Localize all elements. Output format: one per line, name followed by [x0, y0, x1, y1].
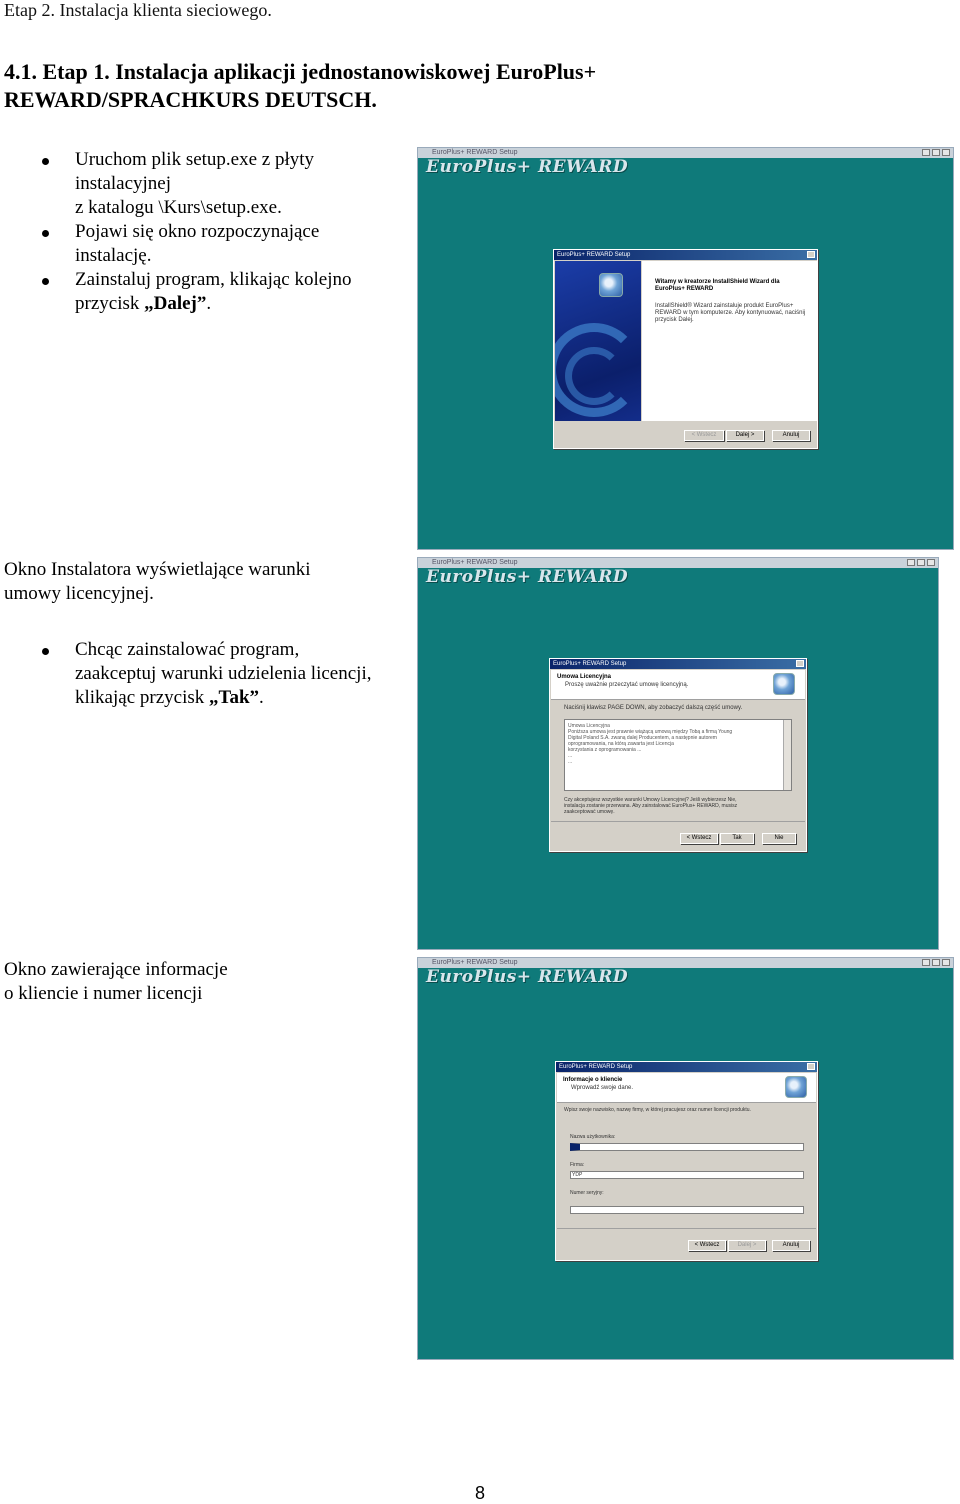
- caption-license: [4, 558, 414, 606]
- license-scrollbar[interactable]: [783, 720, 791, 790]
- username-label: Nazwa użytkownika:: [570, 1134, 616, 1140]
- installer-brand: EuroPlus+ REWARD: [426, 567, 629, 587]
- installer-title: EuroPlus+ REWARD Setup: [432, 149, 518, 156]
- installer-title: EuroPlus+ REWARD Setup: [432, 959, 518, 966]
- list-item-line: Zainstaluj program, klikając kolejno: [75, 269, 352, 290]
- installer-title: EuroPlus+ REWARD Setup: [432, 559, 518, 566]
- button-name-tak: „Tak”: [209, 687, 260, 708]
- cancel-button[interactable]: Anuluj: [772, 430, 810, 441]
- customer-dialog: [555, 1061, 818, 1261]
- dialog-title-bar: [554, 250, 817, 260]
- divider: [551, 699, 805, 700]
- license-instruction: Naciśnij klawisz PAGE DOWN, aby zobaczyć dalszą część umowy.: [564, 705, 743, 711]
- list-item: [0, 148, 420, 220]
- customer-header: [557, 1073, 816, 1102]
- customer-heading: Informacje o kliencie: [563, 1077, 623, 1083]
- welcome-body-line: REWARD w tym komputerze. Aby kontynuować, naciśnij: [655, 310, 806, 316]
- dialog-title: EuroPlus+ REWARD Setup: [557, 252, 631, 258]
- yes-button[interactable]: Tak: [720, 833, 754, 844]
- license-question-line: zaakceptować umowę.: [564, 809, 615, 815]
- section-heading-line-2: REWARD/SPRACHKURS DEUTSCH.: [4, 87, 377, 112]
- installshield-banner: [555, 261, 641, 421]
- close-icon: [796, 660, 804, 667]
- screenshot-welcome: [417, 147, 954, 550]
- top-note: Etap 2. Instalacja klienta sieciowego.: [4, 0, 272, 20]
- caption-line: o kliencie i numer licencji: [4, 983, 203, 1004]
- page-number: 8: [474, 1483, 485, 1503]
- list-item-text: klikając przycisk: [75, 687, 210, 708]
- section-heading: [4, 58, 724, 114]
- list-item-line: instalacyjnej: [75, 173, 172, 194]
- window-controls: [907, 559, 935, 566]
- install-cd-icon: [785, 1076, 807, 1098]
- license-question-line: instalacja zostanie przerwana. Aby zainstalować EuroPlus+ REWARD, musisz: [564, 803, 738, 809]
- minimize-icon: [922, 149, 930, 156]
- list-item: [0, 268, 420, 316]
- cancel-button[interactable]: Anuluj: [772, 1240, 810, 1251]
- dialog-title: EuroPlus+ REWARD Setup: [553, 661, 627, 667]
- license-header: [551, 670, 805, 699]
- close-icon: [927, 559, 935, 566]
- close-icon: [942, 149, 950, 156]
- minimize-icon: [907, 559, 915, 566]
- minimize-icon: [922, 959, 930, 966]
- welcome-text-panel: [642, 261, 817, 421]
- customer-instruction: Wpisz swoje nazwisko, nazwę firmy, w której pracujesz oraz numer licencji produktu.: [564, 1107, 751, 1113]
- no-button[interactable]: Nie: [762, 833, 796, 844]
- close-icon: [807, 1063, 815, 1070]
- welcome-heading-line: Witamy w kreatorze InstallShield Wizard dla: [655, 279, 780, 285]
- close-icon: [807, 251, 815, 258]
- company-field[interactable]: YDP: [570, 1171, 804, 1179]
- back-button[interactable]: < Wstecz: [688, 1240, 726, 1251]
- swirl-graphic: [565, 347, 623, 405]
- screenshot-license: [417, 557, 939, 950]
- caption-line: umowy licencyjnej.: [4, 583, 154, 604]
- caption-customer: [4, 958, 414, 1006]
- dialog-title-bar: [550, 659, 806, 669]
- license-subheading: Proszę uważnie przeczytać umowę licencyjną.: [565, 682, 689, 688]
- list-item-line: zaakceptuj warunki udzielenia licencji,: [75, 663, 372, 684]
- license-text-line: Digital Poland S.A. zwaną dalej Producentem, a następnie autorem: [568, 735, 717, 741]
- divider: [557, 1228, 816, 1229]
- license-text-line: korzystania z oprogramowania ...: [568, 747, 642, 753]
- list-item-line: z katalogu \Kurs\setup.exe.: [75, 197, 282, 218]
- license-text-line: Poniższa umowa jest prawnie wiążącą umową między Tobą a firmą Young: [568, 729, 733, 735]
- serial-number-field[interactable]: [570, 1206, 804, 1214]
- license-text-line: ...: [568, 753, 573, 759]
- installer-brand: EuroPlus+ REWARD: [426, 157, 629, 177]
- divider: [557, 1102, 816, 1103]
- list-item: [0, 220, 420, 268]
- customer-subheading: Wprowadź swoje dane.: [571, 1085, 634, 1091]
- maximize-icon: [917, 559, 925, 566]
- welcome-body: [655, 303, 815, 324]
- license-text-box[interactable]: [564, 719, 792, 791]
- list-item-text: .: [259, 687, 264, 708]
- dialog-title-bar: [556, 1062, 817, 1072]
- license-question-line: Czy akceptujesz wszystkie warunki Umowy Licencyjnej? Jeśli wybierzesz Nie,: [564, 797, 737, 803]
- close-icon: [942, 959, 950, 966]
- instruction-list-2: [0, 638, 420, 710]
- list-item-line: Chcąc zainstalować program,: [75, 639, 300, 660]
- list-item-line: Pojawi się okno rozpoczynające: [75, 221, 320, 242]
- license-text: [568, 723, 783, 765]
- maximize-icon: [932, 149, 940, 156]
- maximize-icon: [932, 959, 940, 966]
- button-name-dalej: „Dalej”: [144, 293, 207, 314]
- welcome-heading: [655, 279, 815, 293]
- list-item-line: instalację.: [75, 245, 152, 266]
- license-text-line: ...: [568, 759, 573, 765]
- welcome-body-line: InstallShield® Wizard zainstaluje produkt EuroPlus+: [655, 303, 794, 309]
- list-item-line: [75, 292, 420, 316]
- next-button[interactable]: Dalej >: [728, 1240, 766, 1251]
- username-field[interactable]: [570, 1143, 804, 1151]
- license-text-line: Umowa Licencyjna: [568, 723, 610, 729]
- back-button[interactable]: < Wstecz: [684, 430, 724, 441]
- window-controls: [922, 149, 950, 156]
- list-item-text: .: [206, 293, 212, 314]
- welcome-body-line: przycisk Dalej.: [655, 317, 694, 323]
- license-dialog: [549, 658, 807, 852]
- license-question: [564, 797, 794, 815]
- list-item-text: przycisk: [75, 293, 145, 314]
- license-text-line: oprogramowania, na którą zawarta jest Licencja: [568, 741, 674, 747]
- window-controls: [922, 959, 950, 966]
- welcome-heading-line: EuroPlus+ REWARD: [655, 286, 714, 292]
- divider: [551, 821, 805, 822]
- section-heading-line-1: 4.1. Etap 1. Instalacja aplikacji jednostanowiskowej EuroPlus+: [4, 59, 597, 84]
- instruction-list-1: [0, 148, 420, 316]
- install-cd-icon: [773, 673, 795, 695]
- back-button[interactable]: < Wstecz: [680, 833, 718, 844]
- screenshot-customer: [417, 957, 954, 1360]
- list-item-line: Uruchom plik setup.exe z płyty: [75, 149, 315, 170]
- caption-line: Okno zawierające informacje: [4, 959, 228, 980]
- dialog-title: EuroPlus+ REWARD Setup: [559, 1064, 633, 1070]
- company-label: Firma:: [570, 1162, 585, 1168]
- welcome-dialog: [553, 249, 818, 449]
- license-heading: Umowa Licencyjna: [557, 674, 612, 680]
- install-cd-icon: [599, 273, 623, 297]
- caption-line: Okno Instalatora wyświetlające warunki: [4, 559, 311, 580]
- next-button[interactable]: Dalej >: [726, 430, 764, 441]
- installer-brand: EuroPlus+ REWARD: [426, 967, 629, 987]
- list-item: [0, 638, 420, 710]
- list-item-line: [75, 686, 420, 710]
- serial-number-label: Numer seryjny:: [570, 1190, 604, 1196]
